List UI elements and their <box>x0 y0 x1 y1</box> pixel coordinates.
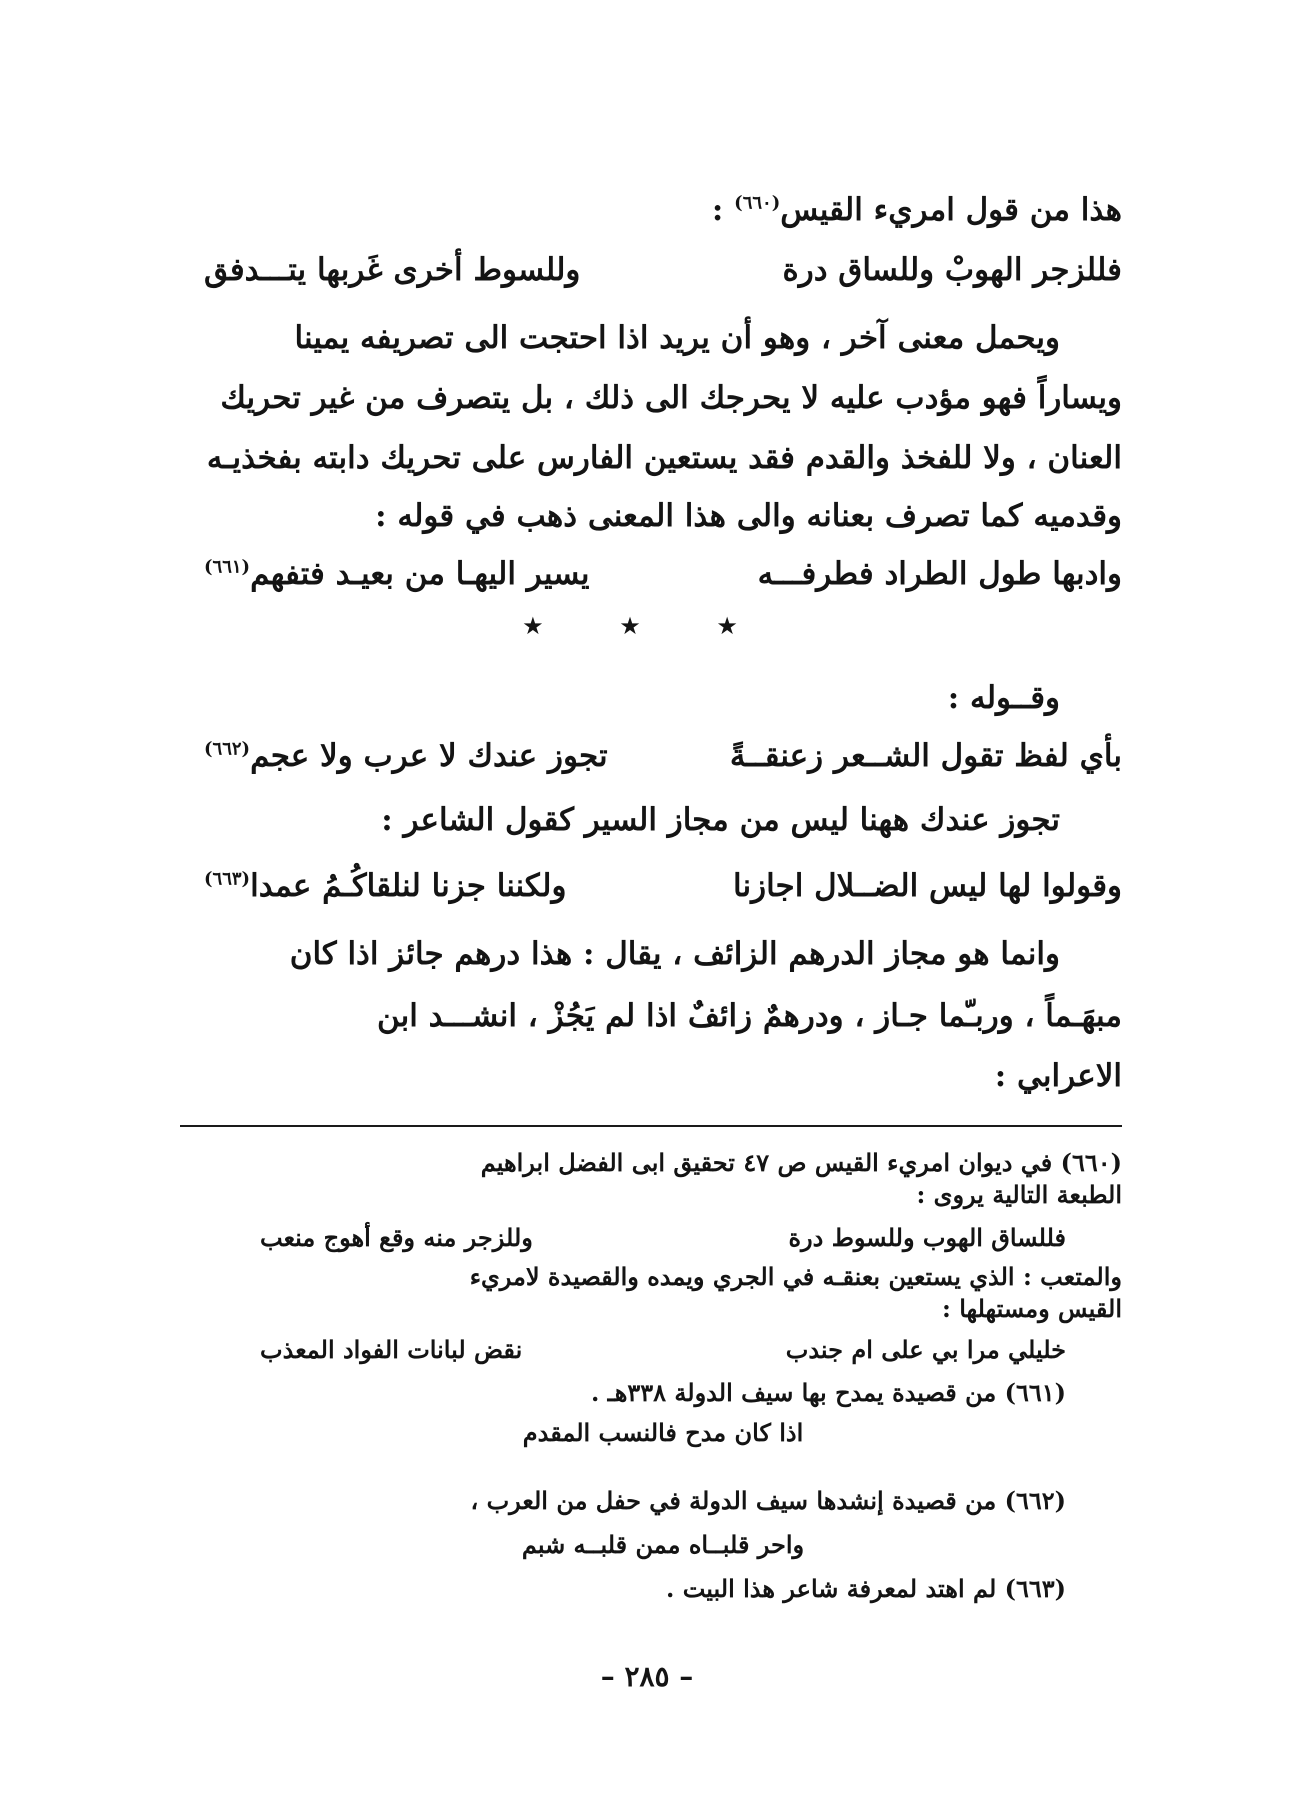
footnote-ref-662: (٦٦٢) <box>204 738 251 760</box>
verse-2-second-hemistich-text: يسير اليهـا من بعيـد فتفهم <box>250 556 590 592</box>
verse-2-first-hemistich: وادبها طول الطراد فطرفـــه <box>757 556 1122 592</box>
intro-colon: : <box>711 192 735 228</box>
footnote-660-verse-2 <box>260 1334 1066 1366</box>
verse-4-first-hemistich: وقولوا لها ليس الضــلال اجازنا <box>733 868 1122 904</box>
paragraph-1-line-2: ويساراً فهو مؤدب عليه لا يحرجك الى ذلك ، بل يتصرف من غير تحريك <box>220 380 1122 416</box>
footnote-660-verse-2-first-hemistich: خليلي مرا بي على ام جندب <box>785 1335 1066 1364</box>
footnote-662-hemistich: واحر قلبــاه ممن قلبــه شبم <box>521 1530 805 1559</box>
footnote-662: (٦٦٢) من قصيدة إنشدها سيف الدولة في حفل من العرب ، <box>470 1486 1066 1515</box>
intro-line <box>204 190 1122 230</box>
footnote-ref-663: (٦٦٣) <box>204 868 251 890</box>
verse-1-second-hemistich: وللسوط أخرى غَربها يتـــدفق <box>204 252 581 288</box>
footnote-660-verse-first-hemistich: فللساق الهوب وللسوط درة <box>788 1223 1066 1252</box>
section-separator-stars: ★ ★ ★ <box>522 612 772 640</box>
footnote-ref-660: (٦٦٠) <box>734 192 781 214</box>
footnote-660-line-2: الطبعة التالية يروى : <box>916 1180 1122 1209</box>
verse-4-second-hemistich <box>204 864 566 908</box>
verse-1 <box>204 248 1122 292</box>
verse-4-second-hemistich-text: ولكننا جزنا لنلقاكُـمُ عمدا <box>250 868 567 904</box>
paragraph-2: تجوز عندك ههنا ليس من مجاز السير كقول الشاعر : <box>381 802 1060 838</box>
verse-3-second-hemistich-text: تجوز عندك لا عرب ولا عجم <box>250 738 608 774</box>
footnote-660-line-4: القيس ومستهلها : <box>941 1294 1122 1323</box>
paragraph-3-line-1: وانما هو مجاز الدرهم الزائف ، يقال : هذا درهم جائز اذا كان <box>289 936 1060 972</box>
paragraph-3-line-3: الاعرابي : <box>994 1058 1122 1094</box>
verse-2 <box>204 552 1122 596</box>
footnote-ref-661: (٦٦١) <box>204 556 251 578</box>
paragraph-3-line-2: مبهَـماً ، وربـّما جـاز ، ودرهمٌ زائفٌ اذا لم يَجُزْ ، انشـــد ابن <box>376 998 1122 1034</box>
verse-2-second-hemistich <box>204 552 590 596</box>
paragraph-1-line-3: العنان ، ولا للفخذ والقدم فقد يستعين الفارس على تحريك دابته بفخذيـه <box>206 440 1122 476</box>
verse-1-first-hemistich: فللزجر الهوبْ وللساق درة <box>782 252 1122 288</box>
footnote-660-verse <box>260 1222 1066 1254</box>
qawluhu-heading: وقــوله : <box>947 680 1060 716</box>
footnote-separator-rule <box>180 1125 1122 1127</box>
verse-3 <box>204 734 1122 778</box>
footnote-661: (٦٦١) من قصيدة يمدح بها سيف الدولة ٣٣٨هـ . <box>590 1378 1066 1407</box>
verse-3-second-hemistich <box>204 734 608 778</box>
paragraph-1-line-4: وقدميه كما تصرف بعنانه والى هذا المعنى ذهب في قوله : <box>375 498 1122 534</box>
paragraph-1-line-1: ويحمل معنى آخر ، وهو أن يريد اذا احتجت الى تصريفه يمينا <box>294 320 1060 356</box>
intro-text: هذا من قول امريء القيس <box>780 192 1122 228</box>
footnote-660-verse-second-hemistich: وللزجر منه وقع أهوج منعب <box>260 1223 533 1252</box>
footnote-660-line-3: والمتعب : الذي يستعين بعنقـه في الجري ويمده والقصيدة لامريء <box>469 1262 1122 1291</box>
verse-3-first-hemistich: بأي لفظ تقول الشــعر زعنقــةً <box>729 738 1122 774</box>
verse-4 <box>204 864 1122 908</box>
footnote-661-hemistich: اذا كان مدح فالنسب المقدم <box>522 1418 804 1447</box>
footnote-660-verse-2-second-hemistich: نقض لبانات الفواد المعذب <box>260 1335 523 1364</box>
footnote-663: (٦٦٣) لم اهتد لمعرفة شاعر هذا البيت . <box>666 1574 1066 1603</box>
footnote-660-line-1: (٦٦٠) في ديوان امريء القيس ص ٤٧ تحقيق ابى الفضل ابراهيم <box>480 1148 1122 1177</box>
page-number: – ٢٨٥ – <box>600 1660 694 1693</box>
